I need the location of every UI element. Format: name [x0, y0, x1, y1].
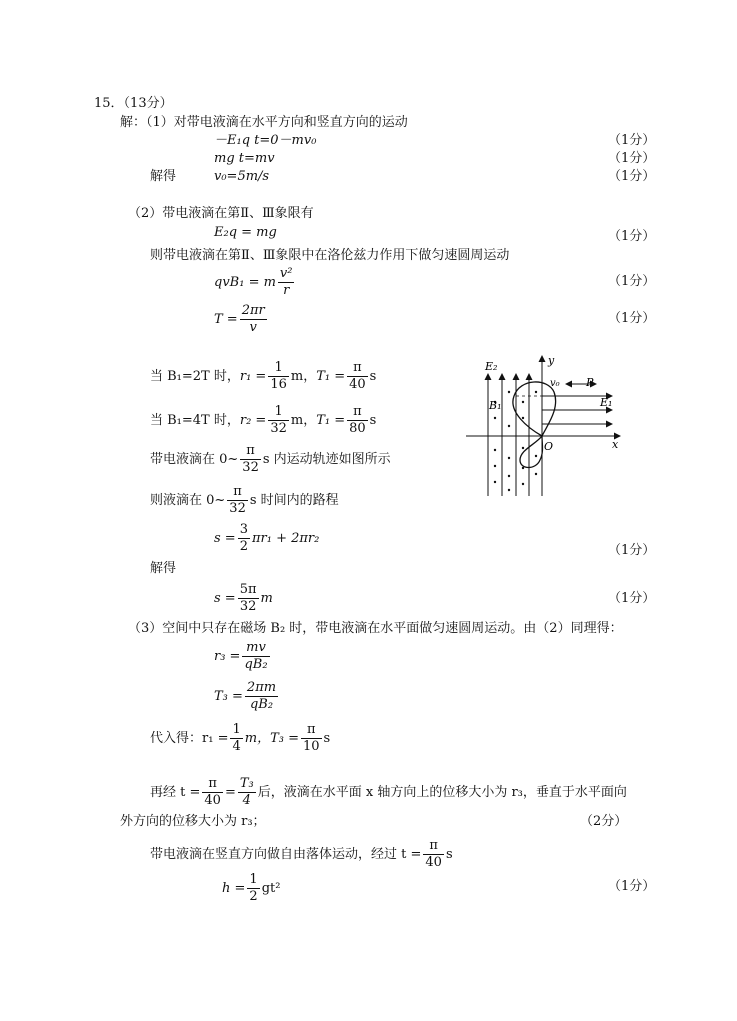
case2-T: T₁ =	[316, 413, 346, 428]
part2-eq3	[214, 303, 269, 336]
part2-solve-label: 解得	[150, 561, 177, 576]
h-fraction	[247, 872, 259, 905]
eq2-fraction	[278, 266, 295, 299]
case2-r-fraction	[268, 404, 289, 437]
fall-den: 40	[425, 855, 442, 870]
part3-intro: （3）空间中只存在磁场 B₂ 时，带电液滴在水平面做匀速圆周运动。由（2）同理得：	[128, 621, 623, 636]
h-left: h =	[222, 881, 246, 896]
part2-case1	[150, 360, 376, 393]
res-num: 5π	[239, 582, 257, 597]
eq2-left: qvB₁ = m	[214, 275, 276, 290]
part2-eq2	[214, 266, 296, 299]
part1-intro: 解：（1）对带电液滴在水平方向和竖直方向的运动	[120, 115, 408, 130]
res-den: 32	[239, 599, 257, 614]
path-num: π	[227, 484, 248, 501]
case2-r: r₂ =	[239, 413, 267, 428]
part2-text1: 则带电液滴在第Ⅱ、Ⅲ象限中在洛伦兹力作用下做匀速圆周运动	[150, 248, 510, 263]
score-4: （1分）	[608, 229, 656, 244]
part3-substitute	[150, 722, 330, 755]
traj-post: s 内运动轨迹如图所示	[262, 452, 391, 467]
part2-case2	[150, 404, 376, 437]
r3-num: mv	[242, 640, 269, 657]
T3-den: qB₂	[249, 697, 274, 712]
score-7: （1分）	[608, 543, 656, 558]
case1-T-unit: s	[369, 369, 377, 384]
part1-result: v₀=5m/s	[214, 169, 270, 184]
again-den2: 4	[242, 793, 251, 808]
case1-r-unit: m，	[290, 369, 317, 384]
again-num2: T₃	[239, 776, 254, 791]
problem-title: 15．（13分）	[94, 96, 173, 111]
case2-pre: 当 B₁=4T 时，	[150, 413, 240, 428]
case2-r-den: 32	[270, 421, 287, 436]
trajectory-path	[513, 382, 556, 468]
trajectory-figure	[462, 352, 632, 502]
case2-T-den: 80	[349, 421, 366, 436]
traj-pre: 带电液滴在 0~	[150, 452, 239, 467]
label-v0: v₀	[550, 378, 560, 389]
part2-result	[214, 582, 273, 615]
part2-trajectory	[150, 443, 391, 476]
T3-fraction	[245, 680, 278, 713]
eq-s-right: πr₁ + 2πr₂	[251, 531, 320, 546]
again-pre: 再经 t =	[150, 785, 201, 800]
traj-num: π	[240, 443, 261, 460]
case2-T-unit: s	[369, 413, 377, 428]
case1-r-den: 16	[270, 377, 287, 392]
sub-T-fraction	[301, 722, 322, 755]
part3-T3	[214, 680, 280, 713]
traj-fraction	[240, 443, 261, 476]
fall-pre: 带电液滴在竖直方向做自由落体运动，经过 t =	[150, 847, 422, 862]
sub-T-unit: s	[323, 731, 331, 746]
case1-pre: 当 B₁=2T 时，	[150, 369, 240, 384]
score-10: （1分）	[608, 879, 656, 894]
again-fraction1	[202, 776, 223, 809]
sub-T-den: 10	[303, 739, 320, 754]
score-1: （1分）	[608, 133, 656, 148]
eq-s-den: 2	[239, 539, 248, 554]
part3-fall	[150, 838, 453, 871]
label-x: x	[612, 438, 619, 451]
part2-eq-s	[214, 522, 319, 555]
path-fraction	[227, 484, 248, 517]
again-den1: 40	[204, 793, 221, 808]
again-fraction2	[238, 776, 256, 809]
res-left: s =	[214, 591, 236, 606]
sub-T-num: π	[301, 722, 322, 739]
case1-r-fraction	[268, 360, 289, 393]
case1-T: T₁ =	[316, 369, 346, 384]
label-O: O	[544, 440, 554, 453]
sub-pre: 代入得：	[150, 731, 203, 746]
eq2-den: r	[283, 283, 290, 298]
label-P: P	[586, 376, 594, 389]
sub-r: r₁ =	[202, 731, 229, 746]
case1-T-fraction	[347, 360, 368, 393]
label-B1: B₁	[489, 399, 502, 412]
sub-r-den: 4	[232, 739, 241, 754]
part2-path	[150, 484, 339, 517]
path-post: s 时间内的路程	[249, 493, 339, 508]
T3-num: 2πm	[246, 680, 277, 695]
part3-h	[222, 872, 280, 905]
fall-unit: s	[445, 847, 453, 862]
label-y: y	[548, 354, 555, 367]
part3-again-line2: 外方向的位移大小为 r₃；	[120, 814, 266, 829]
part2-eq1: E₂q = mg	[214, 225, 277, 240]
eq-s-num: 3	[239, 522, 248, 537]
r3-fraction	[242, 640, 269, 673]
case1-r-num: 1	[268, 360, 289, 377]
case2-T-fraction	[347, 404, 368, 437]
sub-r-fraction	[230, 722, 242, 755]
again-post: 后，液滴在水平面 x 轴方向上的位移大小为 r₃，垂直于水平面向	[257, 785, 627, 800]
sub-r-unit: m，	[244, 731, 271, 746]
score-6: （1分）	[608, 311, 656, 326]
label-E2: E₂	[485, 360, 498, 373]
case1-T-den: 40	[349, 377, 366, 392]
case2-T-num: π	[347, 404, 368, 421]
h-right: gt²	[261, 881, 281, 896]
case2-r-unit: m，	[290, 413, 317, 428]
case1-T-num: π	[347, 360, 368, 377]
part2-intro: （2）带电液滴在第Ⅱ、Ⅲ象限有	[128, 206, 314, 221]
h-num: 1	[249, 872, 258, 887]
again-eq: =	[224, 785, 236, 800]
score-5: （1分）	[608, 274, 656, 289]
eq-s-left: s =	[214, 531, 236, 546]
score-9: （2分）	[580, 814, 628, 829]
r3-left: r₃ =	[214, 649, 241, 664]
eq3-num: 2πr	[241, 303, 265, 318]
eq3-fraction	[240, 303, 267, 336]
score-3: （1分）	[608, 169, 656, 184]
path-pre: 则液滴在 0~	[150, 493, 226, 508]
case1-r: r₁ =	[239, 369, 267, 384]
h-den: 2	[249, 889, 258, 904]
again-num1: π	[202, 776, 223, 793]
sub-T: T₃ =	[270, 731, 299, 746]
traj-den: 32	[242, 460, 259, 475]
T3-left: T₃ =	[214, 689, 243, 704]
res-unit: m	[260, 591, 273, 606]
label-E1: E₁	[600, 396, 613, 409]
score-2: （1分）	[608, 151, 656, 166]
part3-again-line1	[150, 776, 627, 809]
path-den: 32	[229, 501, 246, 516]
fall-fraction	[423, 838, 444, 871]
case2-r-num: 1	[268, 404, 289, 421]
fall-num: π	[423, 838, 444, 855]
score-8: （1分）	[608, 591, 656, 606]
r3-den: qB₂	[244, 657, 268, 672]
eq2-num: v²	[279, 266, 293, 281]
part1-eq1: －E₁q t=0－mv₀	[214, 133, 317, 148]
eq3-den: v	[249, 320, 257, 335]
part1-eq2: mg t=mv	[214, 151, 275, 166]
res-fraction	[238, 582, 259, 615]
eq-s-fraction	[238, 522, 250, 555]
sub-r-num: 1	[232, 722, 241, 737]
part1-solve-label: 解得	[150, 169, 177, 184]
part3-r3	[214, 640, 272, 673]
eq3-left: T =	[214, 312, 238, 327]
